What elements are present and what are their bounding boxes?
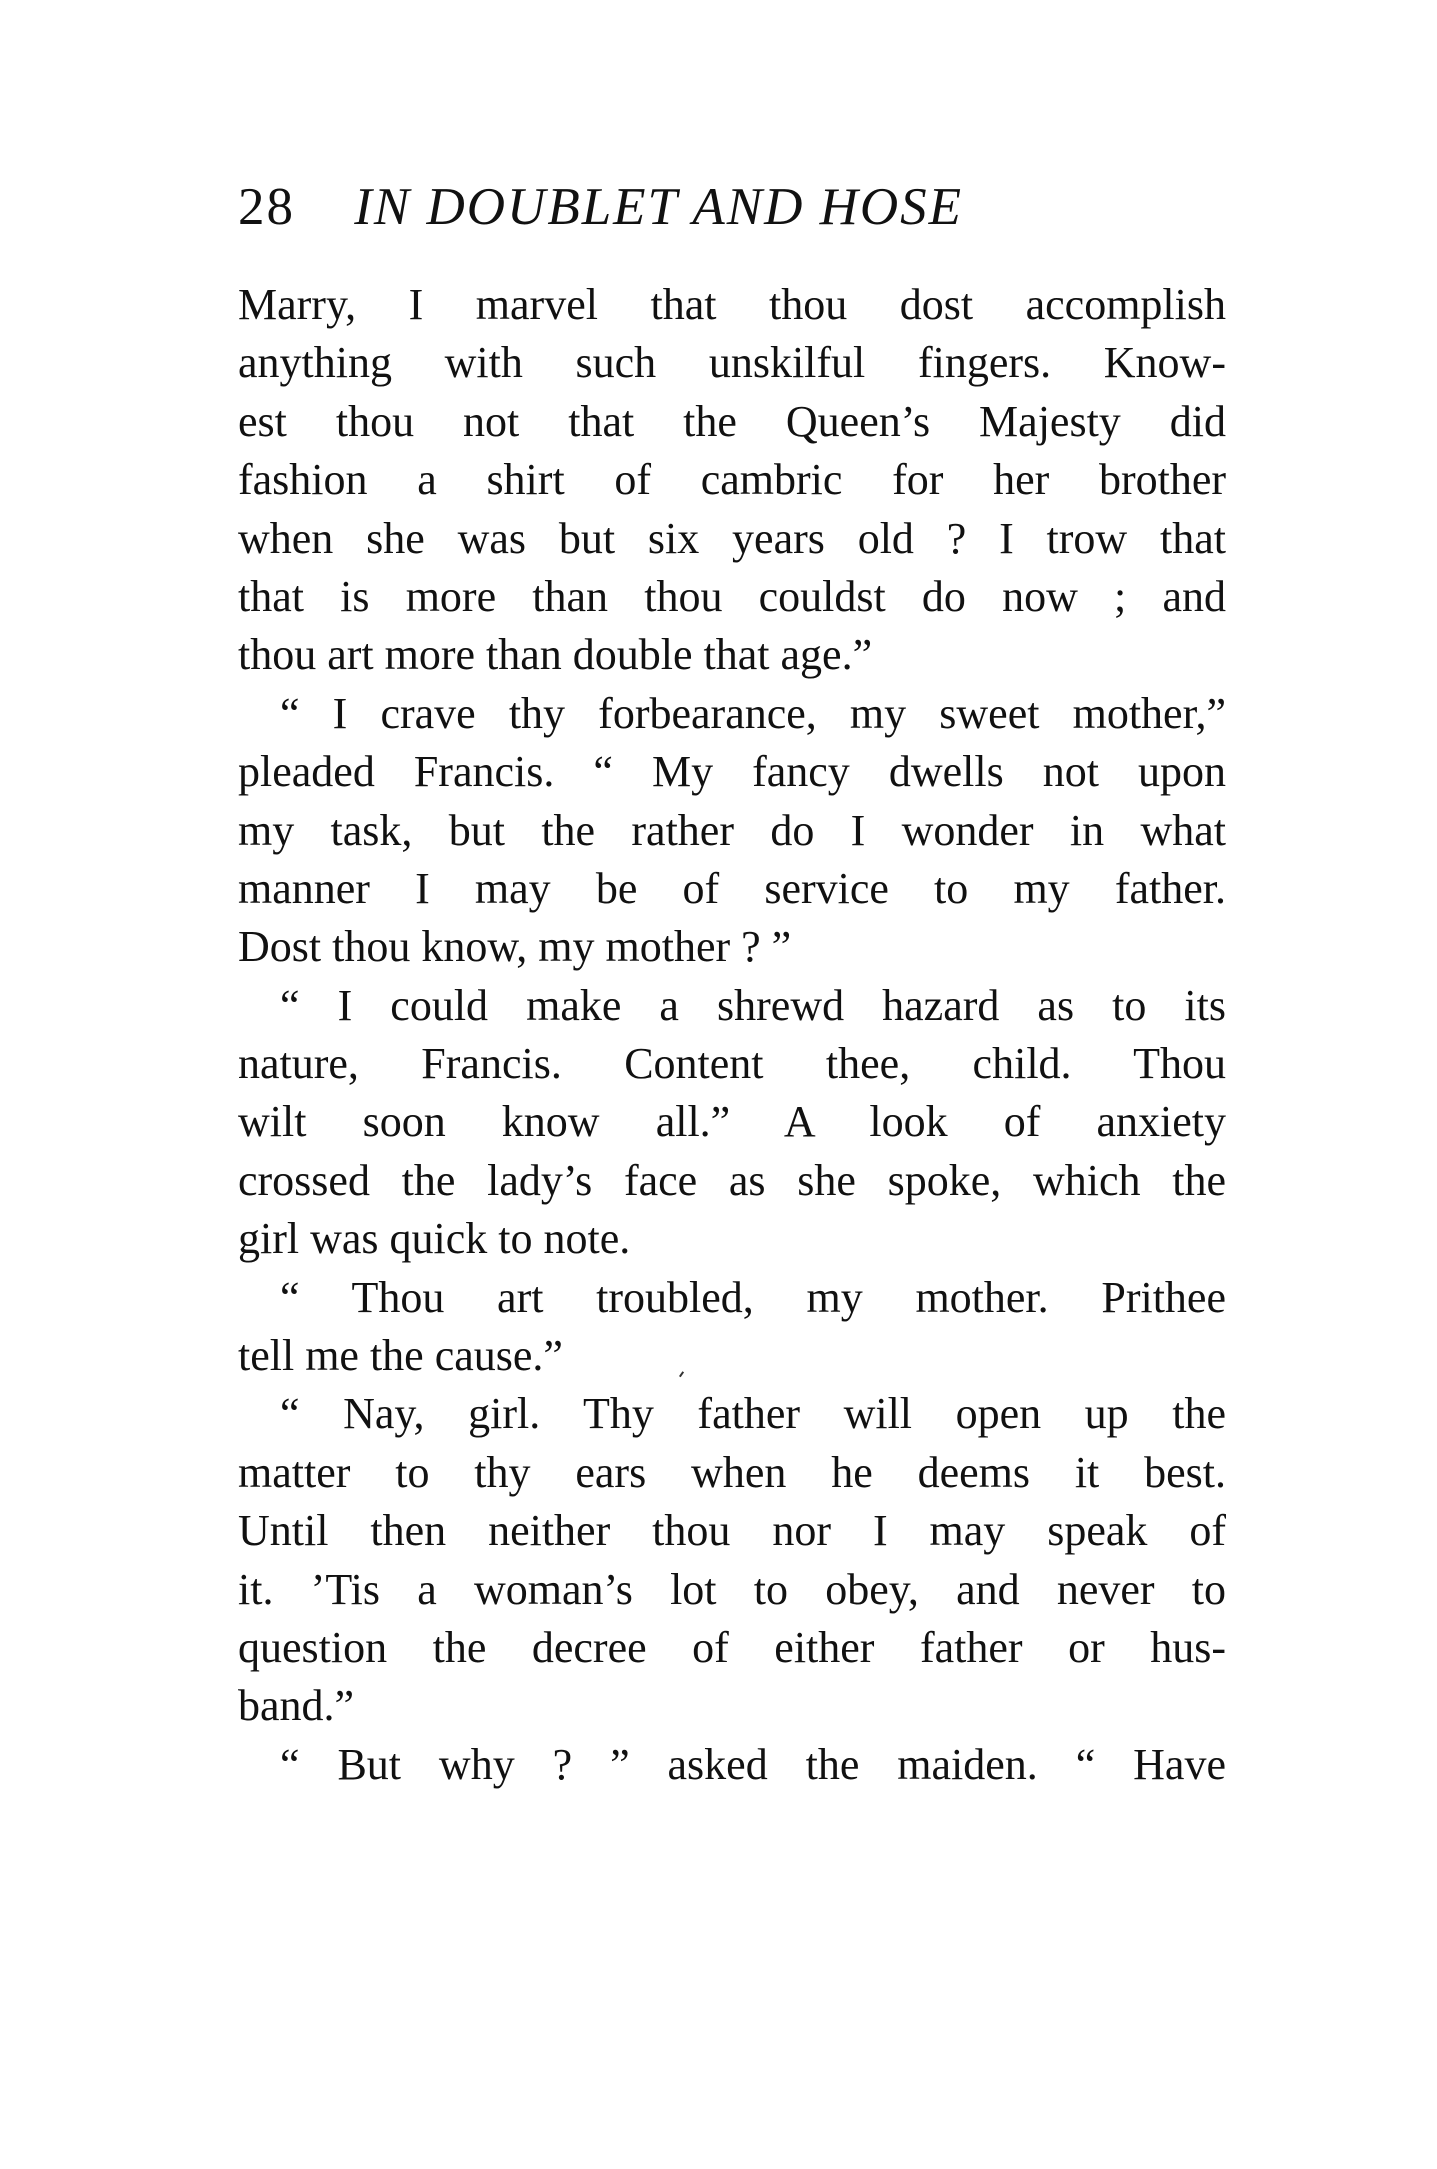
text-line: “ Nay, girl. Thy father will open up the (280, 1389, 1226, 1439)
text-line: my task, but the rather do I wonder in what (238, 805, 1226, 855)
text-line: crossed the lady’s face as she spoke, which the (238, 1155, 1226, 1205)
text-line: “ I crave thy forbearance, my sweet mother,” (280, 688, 1226, 738)
text-line: when she was but six years old ? I trow that (238, 513, 1226, 563)
text-line: question the decree of either father or hus- (238, 1622, 1226, 1672)
text-line: “ Thou art troubled, my mother. Prithee (280, 1272, 1226, 1322)
text-line: wilt soon know all.” A look of anxiety (238, 1097, 1226, 1147)
text-line: Until then neither thou nor I may speak of (238, 1506, 1226, 1556)
text-line: tell me the cause.” (238, 1331, 563, 1381)
page-number: 28 (238, 178, 295, 236)
running-head (238, 172, 1238, 242)
text-line: anything with such unskilful fingers. Know- (238, 338, 1226, 388)
text-line: Dost thou know, my mother ? ” (238, 922, 792, 972)
text-line: est thou not that the Queen’s Majesty did (238, 396, 1226, 446)
text-line: “ I could make a shrewd hazard as to its (280, 980, 1226, 1030)
running-title: IN DOUBLET AND HOSE (354, 178, 964, 236)
text-line: thou art more than double that age.” (238, 630, 873, 680)
text-line: matter to thy ears when he deems it best. (238, 1447, 1226, 1497)
text-line: “ But why ? ” asked the maiden. “ Have (280, 1739, 1226, 1789)
text-line: Marry, I marvel that thou dost accomplish (238, 280, 1226, 329)
text-line: fashion a shirt of cambric for her brother (238, 455, 1226, 505)
text-line: that is more than thou couldst do now ; and (238, 571, 1226, 621)
text-line: band.” (238, 1681, 355, 1731)
body-text (238, 276, 1226, 1794)
text-line: it. ’Tis a woman’s lot to obey, and never to (238, 1564, 1226, 1614)
text-line: girl was quick to note. (238, 1214, 631, 1264)
text-line: nature, Francis. Content thee, child. Thou (238, 1039, 1226, 1089)
text-line: manner I may be of service to my father. (238, 863, 1226, 913)
text-line: pleaded Francis. “ My fancy dwells not upon (238, 747, 1226, 797)
